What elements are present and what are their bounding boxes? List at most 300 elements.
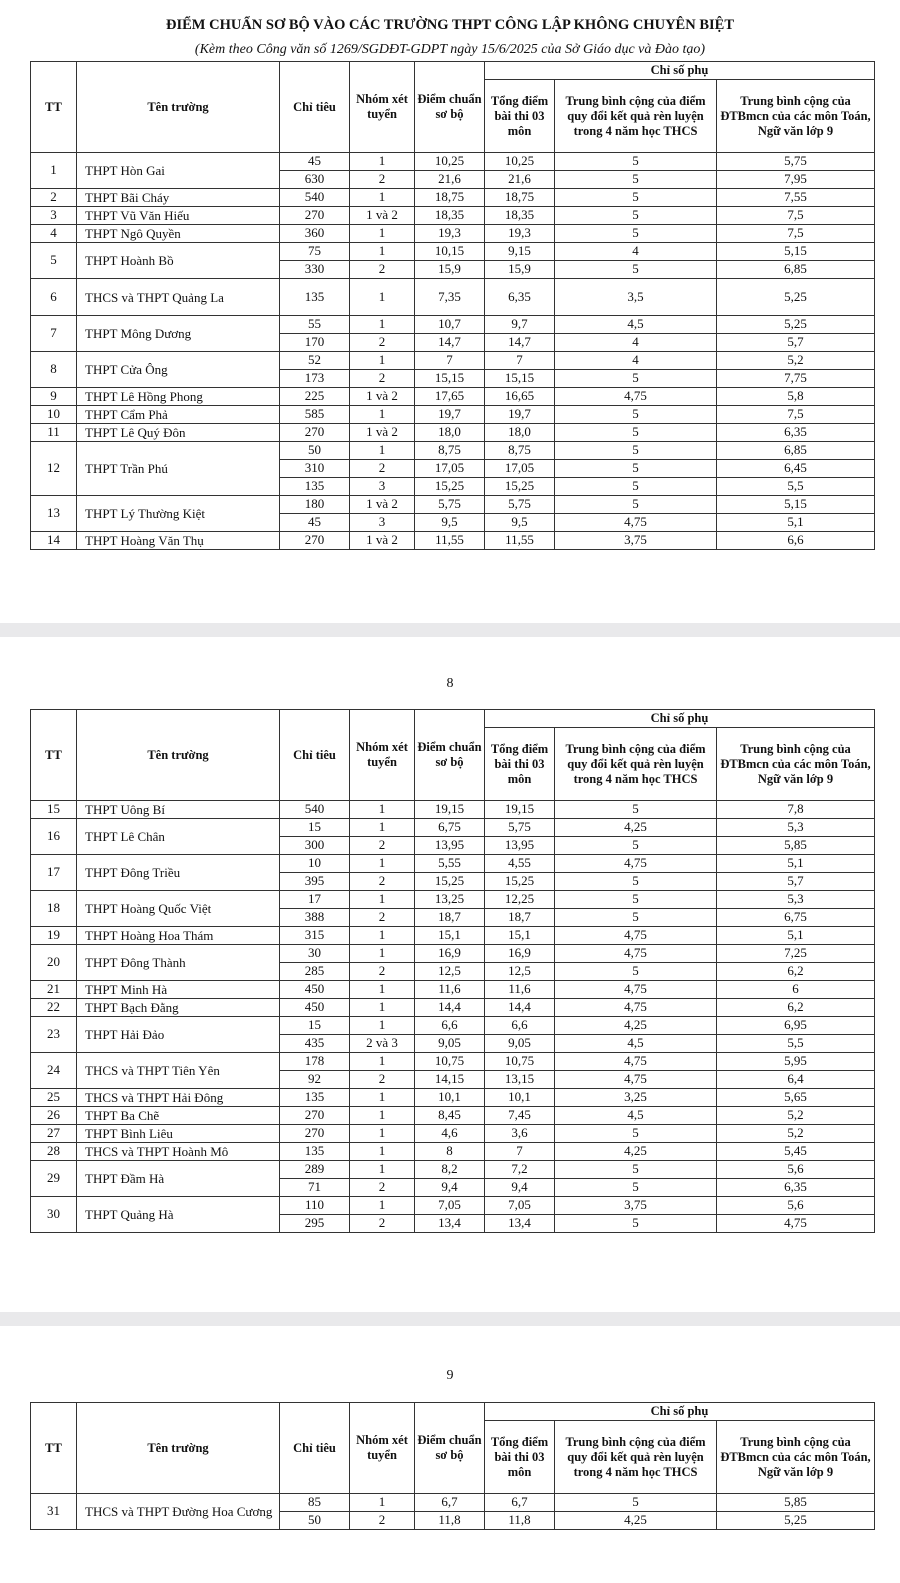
- diem-chuan-cell: 8: [415, 1143, 485, 1161]
- school-name-cell: THPT Bãi Cháy: [77, 189, 280, 207]
- school-index-cell: 27: [31, 1125, 77, 1143]
- school-index-cell: 8: [31, 352, 77, 388]
- school-name-cell: THPT Cẩm Phả: [77, 406, 280, 424]
- dtb-cell: 7,5: [717, 406, 875, 424]
- school-index-cell: 2: [31, 189, 77, 207]
- page-1: [0, 0, 900, 628]
- tong-diem-cell: 21,6: [485, 171, 555, 189]
- ren-luyen-cell: 5: [555, 873, 717, 891]
- diem-chuan-cell: 10,25: [415, 153, 485, 171]
- dtb-cell: 6,85: [717, 442, 875, 460]
- page-3: [0, 1326, 900, 1583]
- dtb-cell: 5,3: [717, 891, 875, 909]
- school-name-cell: THPT Hoàng Văn Thụ: [77, 532, 280, 550]
- diem-chuan-cell: 18,7: [415, 909, 485, 927]
- tong-diem-cell: 9,7: [485, 316, 555, 334]
- chi-tieu-cell: 15: [280, 819, 350, 837]
- diem-chuan-cell: 17,05: [415, 460, 485, 478]
- dtb-cell: 5,85: [717, 1494, 875, 1512]
- tong-diem-cell: 18,0: [485, 424, 555, 442]
- nhom-cell: 1: [350, 855, 415, 873]
- nhom-cell: 1: [350, 153, 415, 171]
- dtb-cell: 5,5: [717, 1035, 875, 1053]
- header-row: [31, 62, 875, 80]
- school-index-cell: 28: [31, 1143, 77, 1161]
- ren-luyen-cell: 4,5: [555, 1035, 717, 1053]
- tong-diem-cell: 11,6: [485, 981, 555, 999]
- tong-diem-cell: 13,4: [485, 1215, 555, 1233]
- table-row: [31, 532, 875, 550]
- dtb-cell: 7,8: [717, 801, 875, 819]
- ren-luyen-cell: 5: [555, 1125, 717, 1143]
- table-row: [31, 1089, 875, 1107]
- table-row: [31, 927, 875, 945]
- diem-chuan-cell: 10,75: [415, 1053, 485, 1071]
- school-index-cell: 6: [31, 279, 77, 316]
- chi-tieu-cell: 50: [280, 1512, 350, 1530]
- dtb-cell: 5,75: [717, 153, 875, 171]
- dtb-cell: 5,15: [717, 496, 875, 514]
- table-row: [31, 243, 875, 261]
- header-tt: TT: [31, 1403, 77, 1494]
- diem-chuan-cell: 7: [415, 352, 485, 370]
- dtb-cell: 5,2: [717, 352, 875, 370]
- chi-tieu-cell: 285: [280, 963, 350, 981]
- chi-tieu-cell: 310: [280, 460, 350, 478]
- diem-chuan-cell: 16,9: [415, 945, 485, 963]
- tong-diem-cell: 3,6: [485, 1125, 555, 1143]
- tong-diem-cell: 17,05: [485, 460, 555, 478]
- school-name-cell: THPT Lê Chân: [77, 819, 280, 855]
- ren-luyen-cell: 5: [555, 478, 717, 496]
- school-name-cell: THPT Cửa Ông: [77, 352, 280, 388]
- header-tong-diem: Tổng điểm bài thi 03 môn: [485, 728, 555, 801]
- ren-luyen-cell: 4,75: [555, 945, 717, 963]
- dtb-cell: 5,2: [717, 1125, 875, 1143]
- diem-chuan-cell: 6,75: [415, 819, 485, 837]
- table-row: [31, 1125, 875, 1143]
- dtb-cell: 5,5: [717, 478, 875, 496]
- school-index-cell: 10: [31, 406, 77, 424]
- table-row: [31, 801, 875, 819]
- school-index-cell: 16: [31, 819, 77, 855]
- chi-tieu-cell: 315: [280, 927, 350, 945]
- header-row: [31, 710, 875, 728]
- nhom-cell: 1: [350, 243, 415, 261]
- diem-chuan-cell: 11,8: [415, 1512, 485, 1530]
- school-index-cell: 15: [31, 801, 77, 819]
- ren-luyen-cell: 4,25: [555, 1017, 717, 1035]
- ren-luyen-cell: 5: [555, 406, 717, 424]
- dtb-cell: 5,7: [717, 334, 875, 352]
- tong-diem-cell: 6,35: [485, 279, 555, 316]
- header-chi-so-phu: Chỉ số phụ: [485, 1403, 875, 1421]
- nhom-cell: 1: [350, 189, 415, 207]
- diem-chuan-cell: 14,4: [415, 999, 485, 1017]
- table-row: [31, 1161, 875, 1179]
- chi-tieu-cell: 450: [280, 999, 350, 1017]
- ren-luyen-cell: 5: [555, 207, 717, 225]
- chi-tieu-cell: 45: [280, 153, 350, 171]
- header-chi-so-phu: Chỉ số phụ: [485, 62, 875, 80]
- school-index-cell: 14: [31, 532, 77, 550]
- diem-chuan-cell: 15,25: [415, 873, 485, 891]
- table-row: [31, 496, 875, 514]
- diem-chuan-cell: 19,15: [415, 801, 485, 819]
- diem-chuan-cell: 17,65: [415, 388, 485, 406]
- school-name-cell: THPT Ngô Quyền: [77, 225, 280, 243]
- ren-luyen-cell: 5: [555, 225, 717, 243]
- school-index-cell: 29: [31, 1161, 77, 1197]
- table-row: [31, 388, 875, 406]
- dtb-cell: 5,65: [717, 1089, 875, 1107]
- school-index-cell: 26: [31, 1107, 77, 1125]
- dtb-cell: 6,2: [717, 963, 875, 981]
- school-index-cell: 20: [31, 945, 77, 981]
- tong-diem-cell: 19,7: [485, 406, 555, 424]
- ren-luyen-cell: 5: [555, 801, 717, 819]
- header-chi-so-phu: Chỉ số phụ: [485, 710, 875, 728]
- school-index-cell: 1: [31, 153, 77, 189]
- nhom-cell: 1: [350, 1125, 415, 1143]
- nhom-cell: 1: [350, 981, 415, 999]
- nhom-cell: 2: [350, 171, 415, 189]
- chi-tieu-cell: 270: [280, 1107, 350, 1125]
- dtb-cell: 5,25: [717, 279, 875, 316]
- chi-tieu-cell: 295: [280, 1215, 350, 1233]
- school-name-cell: THPT Ba Chẽ: [77, 1107, 280, 1125]
- school-index-cell: 19: [31, 927, 77, 945]
- ren-luyen-cell: 5: [555, 496, 717, 514]
- nhom-cell: 1: [350, 999, 415, 1017]
- tong-diem-cell: 15,9: [485, 261, 555, 279]
- ren-luyen-cell: 3,75: [555, 1197, 717, 1215]
- page-separator: [0, 1312, 900, 1326]
- header-chi-tieu: Chỉ tiêu: [280, 1403, 350, 1494]
- chi-tieu-cell: 135: [280, 478, 350, 496]
- chi-tieu-cell: 630: [280, 171, 350, 189]
- header-tt: TT: [31, 62, 77, 153]
- header-diem-chuan: Điểm chuẩn sơ bộ: [415, 710, 485, 801]
- ren-luyen-cell: 5: [555, 1215, 717, 1233]
- nhom-cell: 2: [350, 1071, 415, 1089]
- diem-chuan-cell: 10,7: [415, 316, 485, 334]
- dtb-cell: 5,1: [717, 514, 875, 532]
- dtb-cell: 5,45: [717, 1143, 875, 1161]
- chi-tieu-cell: 270: [280, 424, 350, 442]
- nhom-cell: 1: [350, 1143, 415, 1161]
- school-name-cell: THPT Đông Thành: [77, 945, 280, 981]
- dtb-cell: 4,75: [717, 1215, 875, 1233]
- ren-luyen-cell: 5: [555, 891, 717, 909]
- nhom-cell: 2: [350, 963, 415, 981]
- diem-chuan-cell: 4,6: [415, 1125, 485, 1143]
- nhom-cell: 1: [350, 1017, 415, 1035]
- header-tt: TT: [31, 710, 77, 801]
- nhom-cell: 3: [350, 514, 415, 532]
- dtb-cell: 5,85: [717, 837, 875, 855]
- header-ren-luyen: Trung bình cộng của điểm quy đổi kết quả rèn luyện trong 4 năm học THCS: [555, 80, 717, 153]
- school-name-cell: THPT Bạch Đằng: [77, 999, 280, 1017]
- nhom-cell: 1: [350, 891, 415, 909]
- diem-chuan-cell: 19,3: [415, 225, 485, 243]
- nhom-cell: 2: [350, 261, 415, 279]
- header-dtb-mcn: Trung bình cộng của ĐTBmcn của các môn Toán, Ngữ văn lớp 9: [717, 80, 875, 153]
- school-name-cell: THPT Đầm Hà: [77, 1161, 280, 1197]
- dtb-cell: 6,4: [717, 1071, 875, 1089]
- dtb-cell: 7,5: [717, 207, 875, 225]
- ren-luyen-cell: 5: [555, 370, 717, 388]
- score-table-page-2: [30, 709, 875, 1233]
- chi-tieu-cell: 17: [280, 891, 350, 909]
- chi-tieu-cell: 178: [280, 1053, 350, 1071]
- school-index-cell: 23: [31, 1017, 77, 1053]
- nhom-cell: 2: [350, 1512, 415, 1530]
- tong-diem-cell: 13,15: [485, 1071, 555, 1089]
- header-diem-chuan: Điểm chuẩn sơ bộ: [415, 62, 485, 153]
- chi-tieu-cell: 270: [280, 532, 350, 550]
- diem-chuan-cell: 8,45: [415, 1107, 485, 1125]
- tong-diem-cell: 5,75: [485, 496, 555, 514]
- table-row: [31, 981, 875, 999]
- school-index-cell: 24: [31, 1053, 77, 1089]
- chi-tieu-cell: 75: [280, 243, 350, 261]
- school-name-cell: THPT Trần Phú: [77, 442, 280, 496]
- tong-diem-cell: 8,75: [485, 442, 555, 460]
- tong-diem-cell: 9,4: [485, 1179, 555, 1197]
- chi-tieu-cell: 388: [280, 909, 350, 927]
- header-diem-chuan: Điểm chuẩn sơ bộ: [415, 1403, 485, 1494]
- dtb-cell: 5,25: [717, 316, 875, 334]
- page-number: 9: [446, 1368, 454, 1383]
- school-index-cell: 30: [31, 1197, 77, 1233]
- diem-chuan-cell: 11,55: [415, 532, 485, 550]
- dtb-cell: 6: [717, 981, 875, 999]
- tong-diem-cell: 19,3: [485, 225, 555, 243]
- dtb-cell: 5,1: [717, 855, 875, 873]
- ren-luyen-cell: 5: [555, 442, 717, 460]
- chi-tieu-cell: 170: [280, 334, 350, 352]
- header-tong-diem: Tổng điểm bài thi 03 môn: [485, 1421, 555, 1494]
- school-name-cell: THCS và THPT Quảng La: [77, 279, 280, 316]
- tong-diem-cell: 7: [485, 1143, 555, 1161]
- ren-luyen-cell: 4: [555, 352, 717, 370]
- tong-diem-cell: 12,25: [485, 891, 555, 909]
- nhom-cell: 3: [350, 478, 415, 496]
- diem-chuan-cell: 7,35: [415, 279, 485, 316]
- nhom-cell: 1: [350, 352, 415, 370]
- dtb-cell: 7,95: [717, 171, 875, 189]
- table-row: [31, 1017, 875, 1035]
- ren-luyen-cell: 4,75: [555, 388, 717, 406]
- tong-diem-cell: 15,25: [485, 873, 555, 891]
- chi-tieu-cell: 135: [280, 1089, 350, 1107]
- chi-tieu-cell: 435: [280, 1035, 350, 1053]
- page-separator: [0, 623, 900, 637]
- tong-diem-cell: 16,65: [485, 388, 555, 406]
- ren-luyen-cell: 3,75: [555, 532, 717, 550]
- tong-diem-cell: 11,8: [485, 1512, 555, 1530]
- header-ten-truong: Tên trường: [77, 1403, 280, 1494]
- school-name-cell: THPT Lê Quý Đôn: [77, 424, 280, 442]
- tong-diem-cell: 16,9: [485, 945, 555, 963]
- chi-tieu-cell: 225: [280, 388, 350, 406]
- nhom-cell: 1 và 2: [350, 496, 415, 514]
- school-name-cell: THPT Lê Hồng Phong: [77, 388, 280, 406]
- school-name-cell: THPT Hoàng Hoa Thám: [77, 927, 280, 945]
- header-dtb-mcn: Trung bình cộng của ĐTBmcn của các môn Toán, Ngữ văn lớp 9: [717, 1421, 875, 1494]
- diem-chuan-cell: 15,15: [415, 370, 485, 388]
- page-2: [0, 637, 900, 1317]
- ren-luyen-cell: 5: [555, 171, 717, 189]
- tong-diem-cell: 19,15: [485, 801, 555, 819]
- page-number: 8: [446, 676, 454, 691]
- school-name-cell: THPT Mông Dương: [77, 316, 280, 352]
- tong-diem-cell: 18,7: [485, 909, 555, 927]
- nhom-cell: 1: [350, 279, 415, 316]
- nhom-cell: 1: [350, 1197, 415, 1215]
- diem-chuan-cell: 13,4: [415, 1215, 485, 1233]
- ren-luyen-cell: 4: [555, 334, 717, 352]
- header-dtb-mcn: Trung bình cộng của ĐTBmcn của các môn Toán, Ngữ văn lớp 9: [717, 728, 875, 801]
- ren-luyen-cell: 4,75: [555, 1053, 717, 1071]
- ren-luyen-cell: 4,75: [555, 981, 717, 999]
- diem-chuan-cell: 14,15: [415, 1071, 485, 1089]
- header-nhom-xet-tuyen: Nhóm xét tuyển: [350, 62, 415, 153]
- ren-luyen-cell: 3,25: [555, 1089, 717, 1107]
- ren-luyen-cell: 5: [555, 153, 717, 171]
- school-index-cell: 17: [31, 855, 77, 891]
- tong-diem-cell: 9,5: [485, 514, 555, 532]
- nhom-cell: 1: [350, 1053, 415, 1071]
- chi-tieu-cell: 395: [280, 873, 350, 891]
- nhom-cell: 1: [350, 1089, 415, 1107]
- header-ten-truong: Tên trường: [77, 710, 280, 801]
- ren-luyen-cell: 4,25: [555, 819, 717, 837]
- school-name-cell: THPT Bình Liêu: [77, 1125, 280, 1143]
- table-row: [31, 279, 875, 316]
- table-row: [31, 1053, 875, 1071]
- chi-tieu-cell: 450: [280, 981, 350, 999]
- tong-diem-cell: 7,45: [485, 1107, 555, 1125]
- table-row: [31, 424, 875, 442]
- ren-luyen-cell: 4,75: [555, 514, 717, 532]
- table-row: [31, 207, 875, 225]
- diem-chuan-cell: 9,5: [415, 514, 485, 532]
- diem-chuan-cell: 18,0: [415, 424, 485, 442]
- school-name-cell: THPT Hòn Gai: [77, 153, 280, 189]
- dtb-cell: 5,8: [717, 388, 875, 406]
- nhom-cell: 1: [350, 406, 415, 424]
- tong-diem-cell: 5,75: [485, 819, 555, 837]
- diem-chuan-cell: 18,35: [415, 207, 485, 225]
- nhom-cell: 2: [350, 873, 415, 891]
- ren-luyen-cell: 3,5: [555, 279, 717, 316]
- chi-tieu-cell: 180: [280, 496, 350, 514]
- tong-diem-cell: 10,1: [485, 1089, 555, 1107]
- tong-diem-cell: 14,4: [485, 999, 555, 1017]
- diem-chuan-cell: 13,25: [415, 891, 485, 909]
- nhom-cell: 1: [350, 927, 415, 945]
- ren-luyen-cell: 4,25: [555, 1143, 717, 1161]
- tong-diem-cell: 12,5: [485, 963, 555, 981]
- tong-diem-cell: 9,05: [485, 1035, 555, 1053]
- ren-luyen-cell: 4: [555, 243, 717, 261]
- dtb-cell: 7,25: [717, 945, 875, 963]
- nhom-cell: 1: [350, 1494, 415, 1512]
- header-nhom-xet-tuyen: Nhóm xét tuyển: [350, 710, 415, 801]
- diem-chuan-cell: 5,75: [415, 496, 485, 514]
- dtb-cell: 6,95: [717, 1017, 875, 1035]
- nhom-cell: 2: [350, 334, 415, 352]
- diem-chuan-cell: 11,6: [415, 981, 485, 999]
- diem-chuan-cell: 8,75: [415, 442, 485, 460]
- ren-luyen-cell: 5: [555, 837, 717, 855]
- school-name-cell: THPT Hoàng Quốc Việt: [77, 891, 280, 927]
- nhom-cell: 1 và 2: [350, 532, 415, 550]
- nhom-cell: 1: [350, 945, 415, 963]
- tong-diem-cell: 14,7: [485, 334, 555, 352]
- school-name-cell: THPT Quảng Hà: [77, 1197, 280, 1233]
- school-index-cell: 21: [31, 981, 77, 999]
- tong-diem-cell: 15,15: [485, 370, 555, 388]
- nhom-cell: 1 và 2: [350, 424, 415, 442]
- diem-chuan-cell: 15,25: [415, 478, 485, 496]
- document-subtitle: (Kèm theo Công văn số 1269/SGDĐT-GDPT ngày 15/6/2025 của Sở Giáo dục và Đào tạo): [194, 42, 706, 57]
- header-row: [31, 1403, 875, 1421]
- dtb-cell: 5,3: [717, 819, 875, 837]
- header-chi-tieu: Chỉ tiêu: [280, 62, 350, 153]
- ren-luyen-cell: 4,75: [555, 1071, 717, 1089]
- diem-chuan-cell: 21,6: [415, 171, 485, 189]
- school-name-cell: THCS và THPT Hải Đông: [77, 1089, 280, 1107]
- diem-chuan-cell: 19,7: [415, 406, 485, 424]
- school-index-cell: 31: [31, 1494, 77, 1530]
- chi-tieu-cell: 30: [280, 945, 350, 963]
- chi-tieu-cell: 45: [280, 514, 350, 532]
- chi-tieu-cell: 71: [280, 1179, 350, 1197]
- diem-chuan-cell: 10,1: [415, 1089, 485, 1107]
- table-row: [31, 1197, 875, 1215]
- school-name-cell: THCS và THPT Hoành Mô: [77, 1143, 280, 1161]
- nhom-cell: 2: [350, 837, 415, 855]
- school-name-cell: THPT Minh Hà: [77, 981, 280, 999]
- header-ren-luyen: Trung bình cộng của điểm quy đổi kết quả rèn luyện trong 4 năm học THCS: [555, 728, 717, 801]
- school-index-cell: 4: [31, 225, 77, 243]
- nhom-cell: 1: [350, 1107, 415, 1125]
- nhom-cell: 2: [350, 909, 415, 927]
- dtb-cell: 6,85: [717, 261, 875, 279]
- ren-luyen-cell: 5: [555, 1179, 717, 1197]
- chi-tieu-cell: 270: [280, 207, 350, 225]
- diem-chuan-cell: 12,5: [415, 963, 485, 981]
- diem-chuan-cell: 9,4: [415, 1179, 485, 1197]
- school-index-cell: 7: [31, 316, 77, 352]
- header-nhom-xet-tuyen: Nhóm xét tuyển: [350, 1403, 415, 1494]
- table-row: [31, 153, 875, 171]
- diem-chuan-cell: 6,6: [415, 1017, 485, 1035]
- school-index-cell: 18: [31, 891, 77, 927]
- nhom-cell: 1: [350, 801, 415, 819]
- chi-tieu-cell: 52: [280, 352, 350, 370]
- table-row: [31, 945, 875, 963]
- header-chi-tieu: Chỉ tiêu: [280, 710, 350, 801]
- dtb-cell: 6,45: [717, 460, 875, 478]
- table-row: [31, 316, 875, 334]
- chi-tieu-cell: 135: [280, 1143, 350, 1161]
- school-index-cell: 11: [31, 424, 77, 442]
- dtb-cell: 7,55: [717, 189, 875, 207]
